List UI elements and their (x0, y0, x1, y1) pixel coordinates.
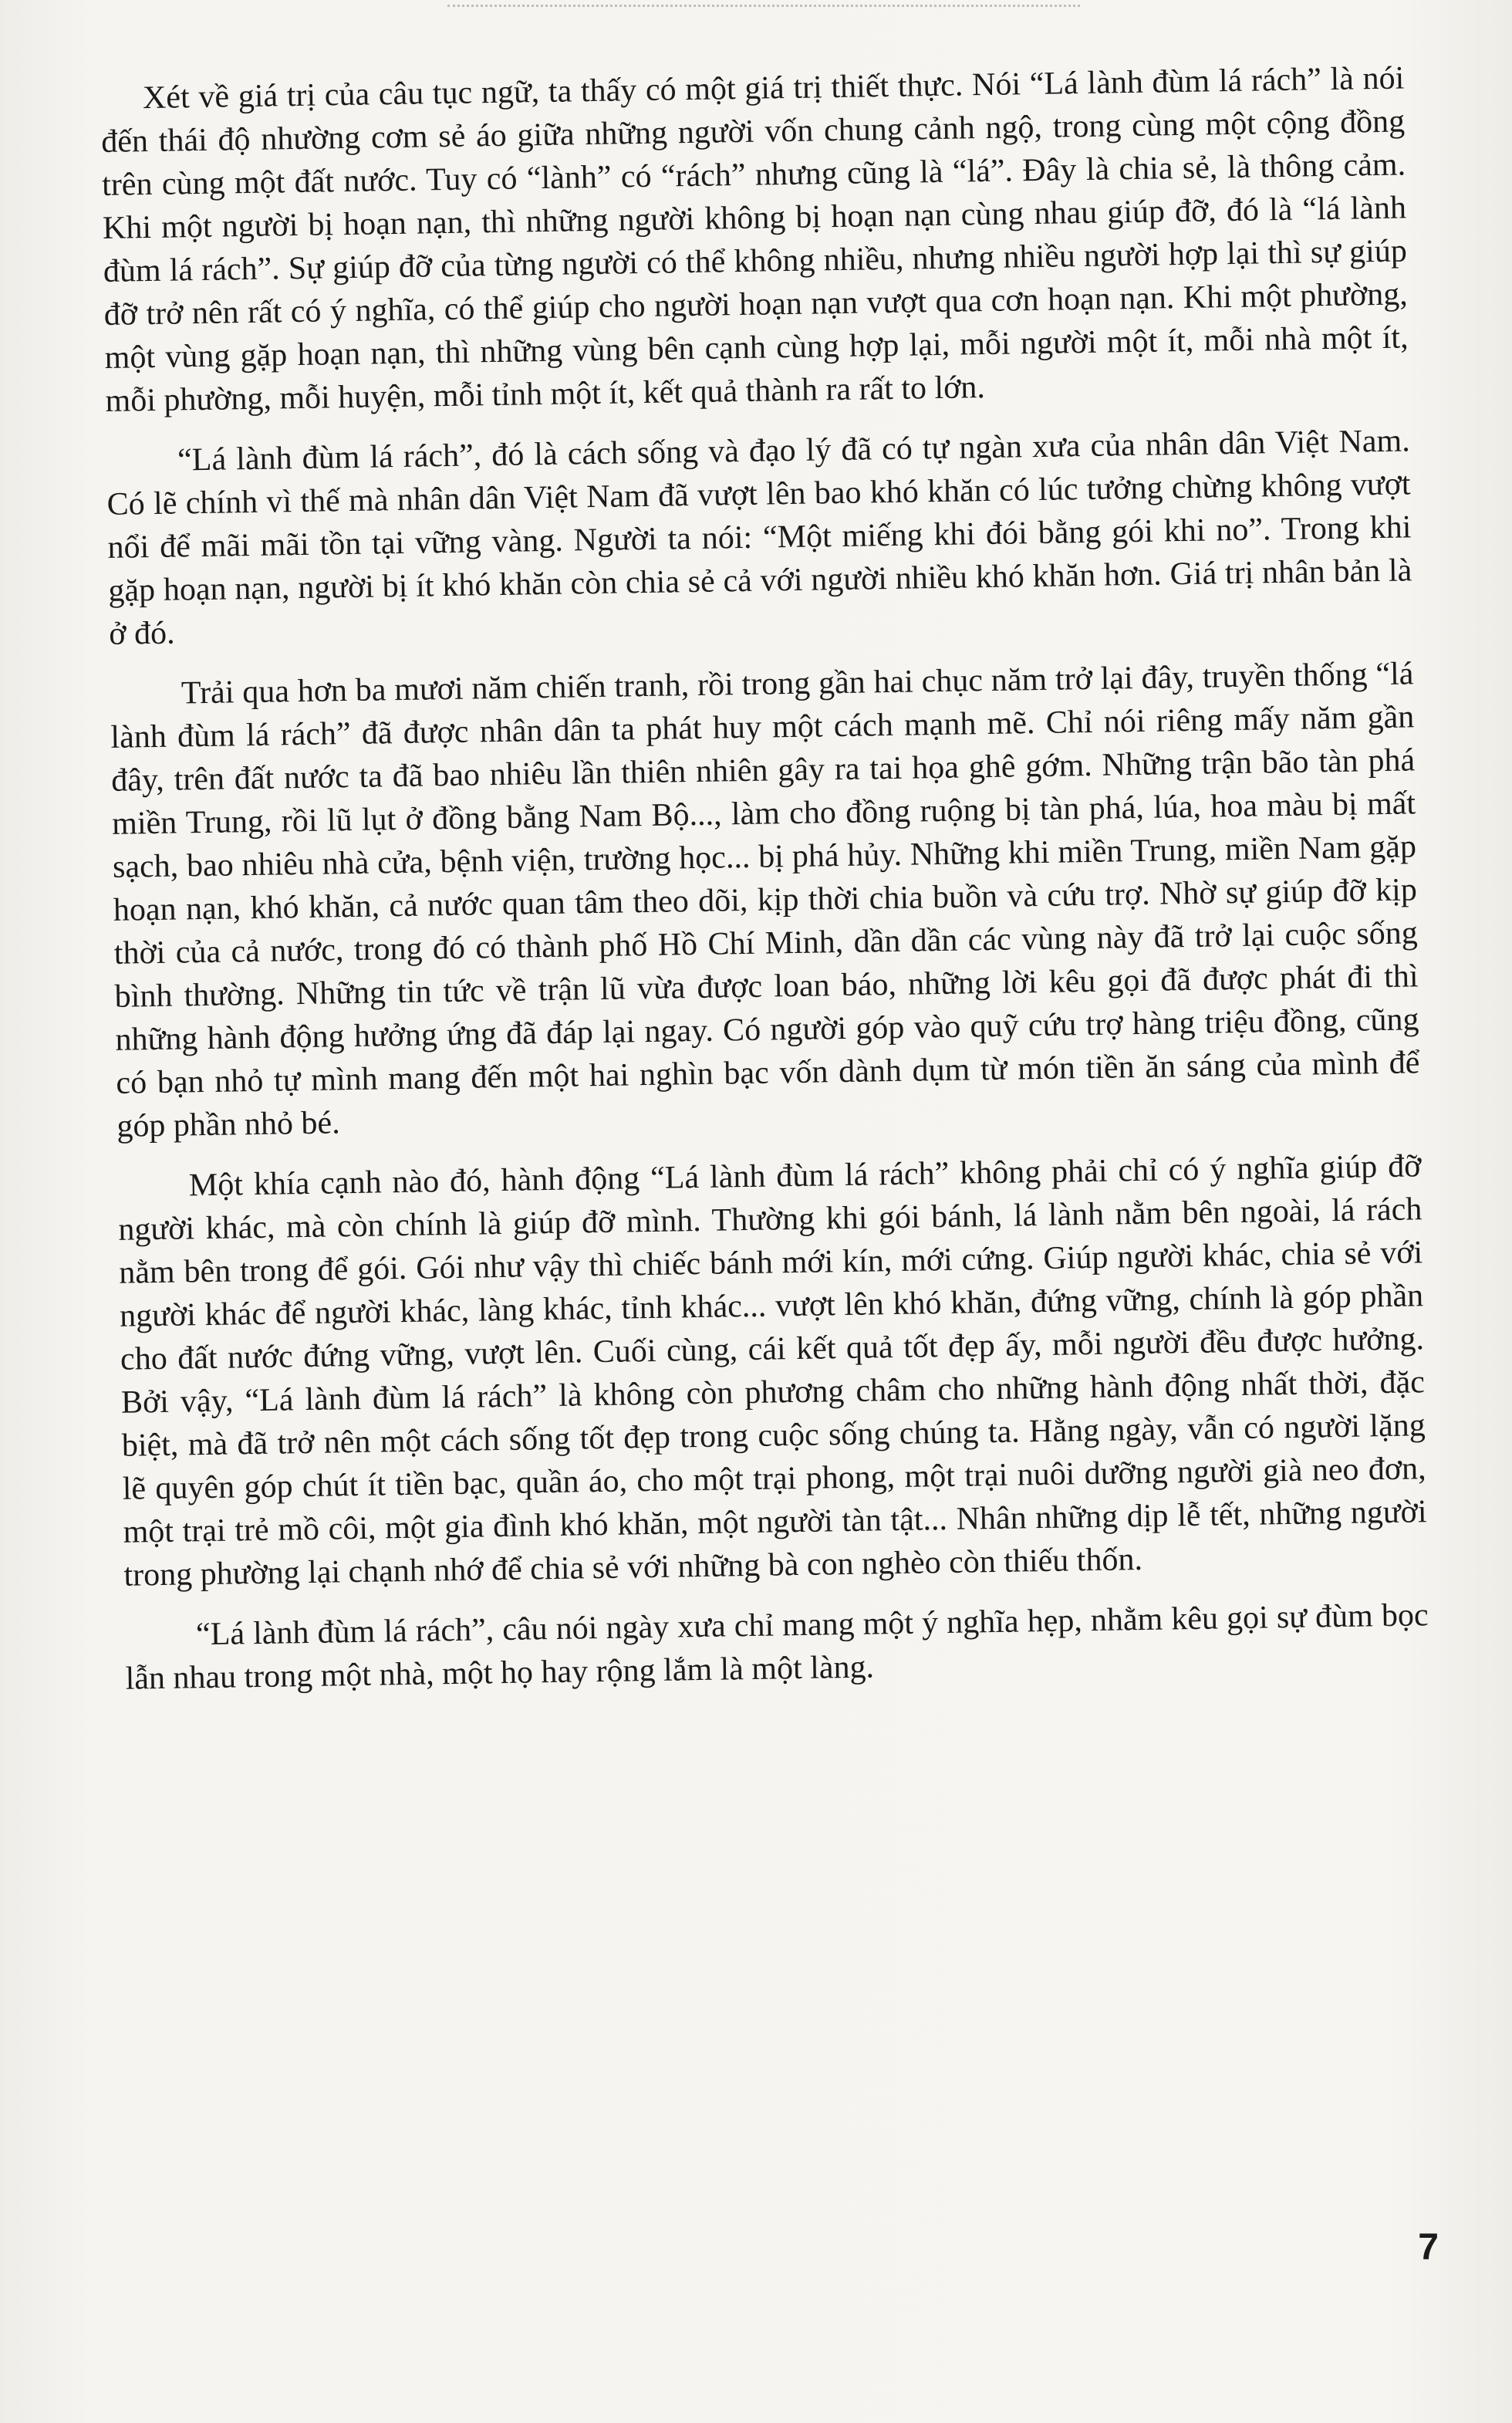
paragraph-5: “Lá lành đùm lá rách”, câu nói ngày xưa chỉ mang một ý nghĩa hẹp, nhằm kêu gọi sự đùm bọc lẫn nhau trong một nhà, một họ hay rộng lắm là một làng. (125, 1597, 1429, 1697)
top-edge-rule (447, 5, 1080, 7)
paragraph-4: Một khía cạnh nào đó, hành động “Lá lành đùm lá rách” không phải chỉ có ý nghĩa giúp đỡ người khác, mà còn chính là giúp đỡ mình. Thường khi gói bánh, lá lành nằm bên ngoài, lá rách nằm bên trong để gói. Gói như vậy thì chiếc bánh mới kín, mới cứng. Giúp người khác, chia sẻ với người khác để người khác, làng khác, tỉnh khác... vượt lên khó khăn, đứng vững, chính là góp phần cho đất nước đứng vững, vượt lên. Cuối cùng, cái kết quả tốt đẹp ấy, mỗi người đều được hưởng. Bởi vậy, “Lá lành đùm lá rách” là không còn phương châm cho những hành động nhất thời, đặc biệt, mà đã trở nên một cách sống tốt đẹp trong cuộc sống chúng ta. Hằng ngày, vẫn có người lặng lẽ quyên góp chút ít tiền bạc, quần áo, cho một trại phong, một trại nuôi dưỡng người già neo đơn, một trại trẻ mồ côi, một gia đình khó khăn, một người tàn tật... Nhân những dịp lễ tết, những người trong phường lại chạnh nhớ để chia sẻ với những bà con nghèo còn thiếu thốn. (118, 1148, 1427, 1593)
paragraph-3: Trải qua hơn ba mươi năm chiến tranh, rồi trong gần hai chục năm trở lại đây, truyền thống “lá lành đùm lá rách” đã được nhân dân ta phát huy một cách mạnh mẽ. Chỉ nói riêng mấy năm gần đây, trên đất nước ta đã bao nhiêu lần thiên nhiên gây ra tai họa ghê gớm. Những trận bão tàn phá miền Trung, rồi lũ lụt ở đồng bằng Nam Bộ..., làm cho đồng ruộng bị tàn phá, lúa, hoa màu bị mất sạch, bao nhiêu nhà cửa, bệnh viện, trường học... bị phá hủy. Những khi miền Trung, miền Nam gặp hoạn nạn, khó khăn, cả nước quan tâm theo dõi, kịp thời chia buồn và cứu trợ. Nhờ sự giúp đỡ kịp thời của cả nước, trong đó có thành phố Hồ Chí Minh, dần dần các vùng này đã trở lại cuộc sống bình thường. Những tin tức về trận lũ vừa được loan báo, những lời kêu gọi đã được phát đi thì những hành động hưởng ứng đã đáp lại ngay. Có người góp vào quỹ cứu trợ hàng triệu đồng, cũng có bạn nhỏ tự mình mang đến một hai nghìn bạc vốn dành dụm từ món tiền ăn sáng của mình để góp phần nhỏ bé. (110, 656, 1420, 1144)
page-number: 7 (1418, 2227, 1439, 2268)
paragraph-2: “Lá lành đùm lá rách”, đó là cách sống và đạo lý đã có tự ngàn xưa của nhân dân Việt Nam. Có lẽ chính vì thế mà nhân dân Việt Nam đã vượt lên bao khó khăn có lúc tưởng chừng không vượt nổi để mãi mãi tồn tại vững vàng. Người ta nói: “Một miếng khi đói bằng gói khi no”. Trong khi gặp hoạn nạn, người bị ít khó khăn còn chia sẻ cả với người nhiều khó khăn hơn. Giá trị nhân bản là ở đó. (106, 423, 1412, 652)
body-text (100, 56, 1429, 1717)
paragraph-1: Xét về giá trị của câu tục ngữ, ta thấy có một giá trị thiết thực. Nói “Lá lành đùm lá rách” là nói đến thái độ nhường cơm sẻ áo giữa những người vốn chung cảnh ngộ, trong cùng một cộng đồng trên cùng một đất nước. Tuy có “lành” có “rách” nhưng cũng là “lá”. Đây là chia sẻ, là thông cảm. Khi một người bị hoạn nạn, thì những người không bị hoạn nạn cùng nhau giúp đỡ, đó là “lá lành đùm lá rách”. Sự giúp đỡ của từng người có thể không nhiều, nhưng nhiều người hợp lại thì sự giúp đỡ trở nên rất có ý nghĩa, có thể giúp cho người hoạn nạn vượt qua cơn hoạn nạn. Khi một phường, một vùng gặp hoạn nạn, thì những vùng bên cạnh cùng hợp lại, mỗi người một ít, mỗi nhà một ít, mỗi phường, mỗi huyện, mỗi tỉnh một ít, kết quả thành ra rất to lớn. (100, 60, 1409, 419)
